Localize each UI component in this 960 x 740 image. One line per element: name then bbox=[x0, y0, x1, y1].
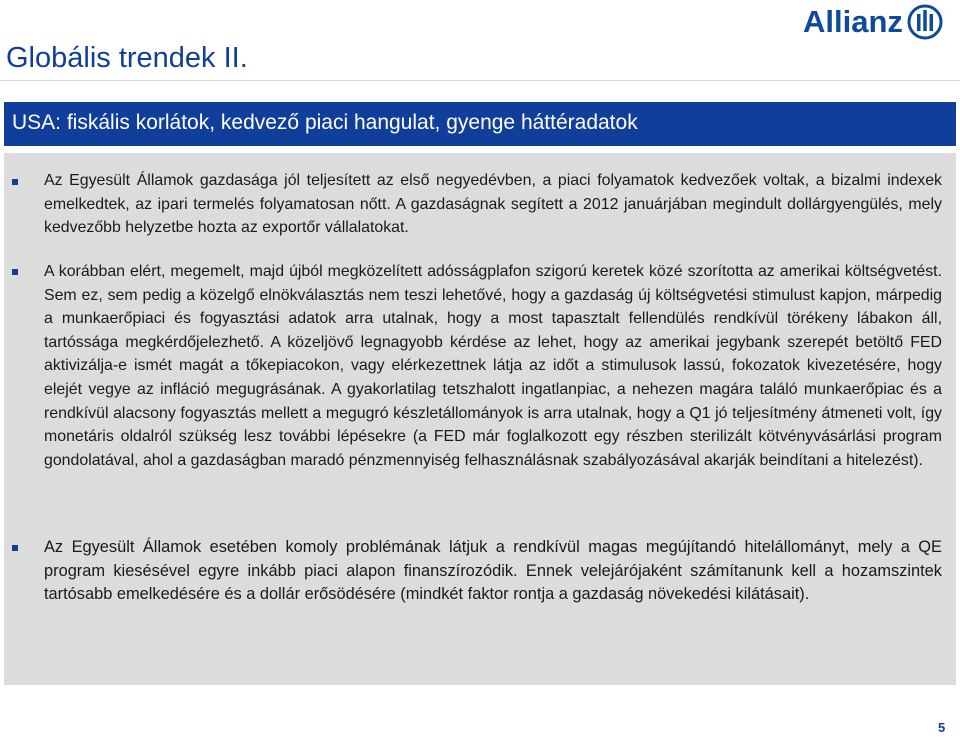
bullet-marker bbox=[12, 179, 18, 185]
paragraph-2: A korábban elért, megemelt, majd újból megközelített adósságplafon szigorú keretek közé szorította az amerikai költségvetést. Sem ez, sem pedig a közelgő elnökválasztás nem teszi lehetővé, hogy a gazdaság új költségvetési stimulust kapjon, márpedig a munkaerőpiaci és fogyasztási adatok arra utalnak, hogy a most tapasztalt fellendülés rendkívül törékeny lábakon áll, tartóssága megkérdőjelezhető. A közeljövő legnagyobb kérdése az lehet, hogy az amerikai jegybank szerepét betöltő FED aktivizálja-e ismét magát a tőkepiacokon, vagy elérkezettnek látja az időt a stimulusok lassú, fokozatok kivezetésére, hogy elejét vegye az infláció megugrásának. A gyakorlatilag tetszhalott ingatlanpiac, a nehezen magára találó munkaerőpiac és a rendkívül alacsony fogyasztás mellett a megugró készletállományok is arra utalnak, hogy a Q1 jó teljesítmény átmeneti volt, így monetáris oldalról szükség lesz további lépésekre (a FED már foglalkozott egy részben sterilizált kötvényvásárlási program gondolatával, ahol a gazdaságban maradó pénzmennyiség felhasználásnak szabályozásával akarják beindítani a hitelezést). bbox=[44, 263, 942, 469]
subtitle-bar bbox=[4, 102, 956, 146]
bullet-marker bbox=[12, 545, 18, 551]
allianz-eagle-icon bbox=[907, 4, 943, 40]
paragraph-1: Az Egyesült Államok gazdasága jól teljesített az első negyedévben, a piaci folyamatok kedvezőek voltak, a bizalmi indexek emelkedtek, az ipari termelés folyamatosan nőtt. A gazdaságnak segített a 2012 januárjában megindult dollárgyengülés, mely kedvezőbb helyzetbe hozta az exportőr vállalatokat. bbox=[44, 172, 942, 237]
slide-subtitle: USA: fiskális korlátok, kedvező piaci hangulat, gyenge háttéradatok bbox=[12, 111, 638, 134]
title-divider bbox=[0, 80, 960, 81]
paragraph-3: Az Egyesült Államok esetében komoly problémának látjuk a rendkívül magas megújítandó hitelállományt, mely a QE program kiesésével egyre inkább piaci alapon finanszírozódik. Ennek velejárójaként számítanunk kell a hozamszintek tartósabb emelkedésére és a dollár erősödésére (mindkét faktor rontja a gazdaság növekedési kilátásait). bbox=[44, 538, 942, 603]
content-panel bbox=[4, 153, 956, 685]
logo-wordmark: Allianz bbox=[803, 4, 903, 39]
slide-title: Globális trendek II. bbox=[6, 42, 248, 74]
allianz-logo bbox=[803, 2, 959, 42]
bullet-marker bbox=[12, 269, 18, 275]
page-number: 5 bbox=[938, 720, 946, 735]
